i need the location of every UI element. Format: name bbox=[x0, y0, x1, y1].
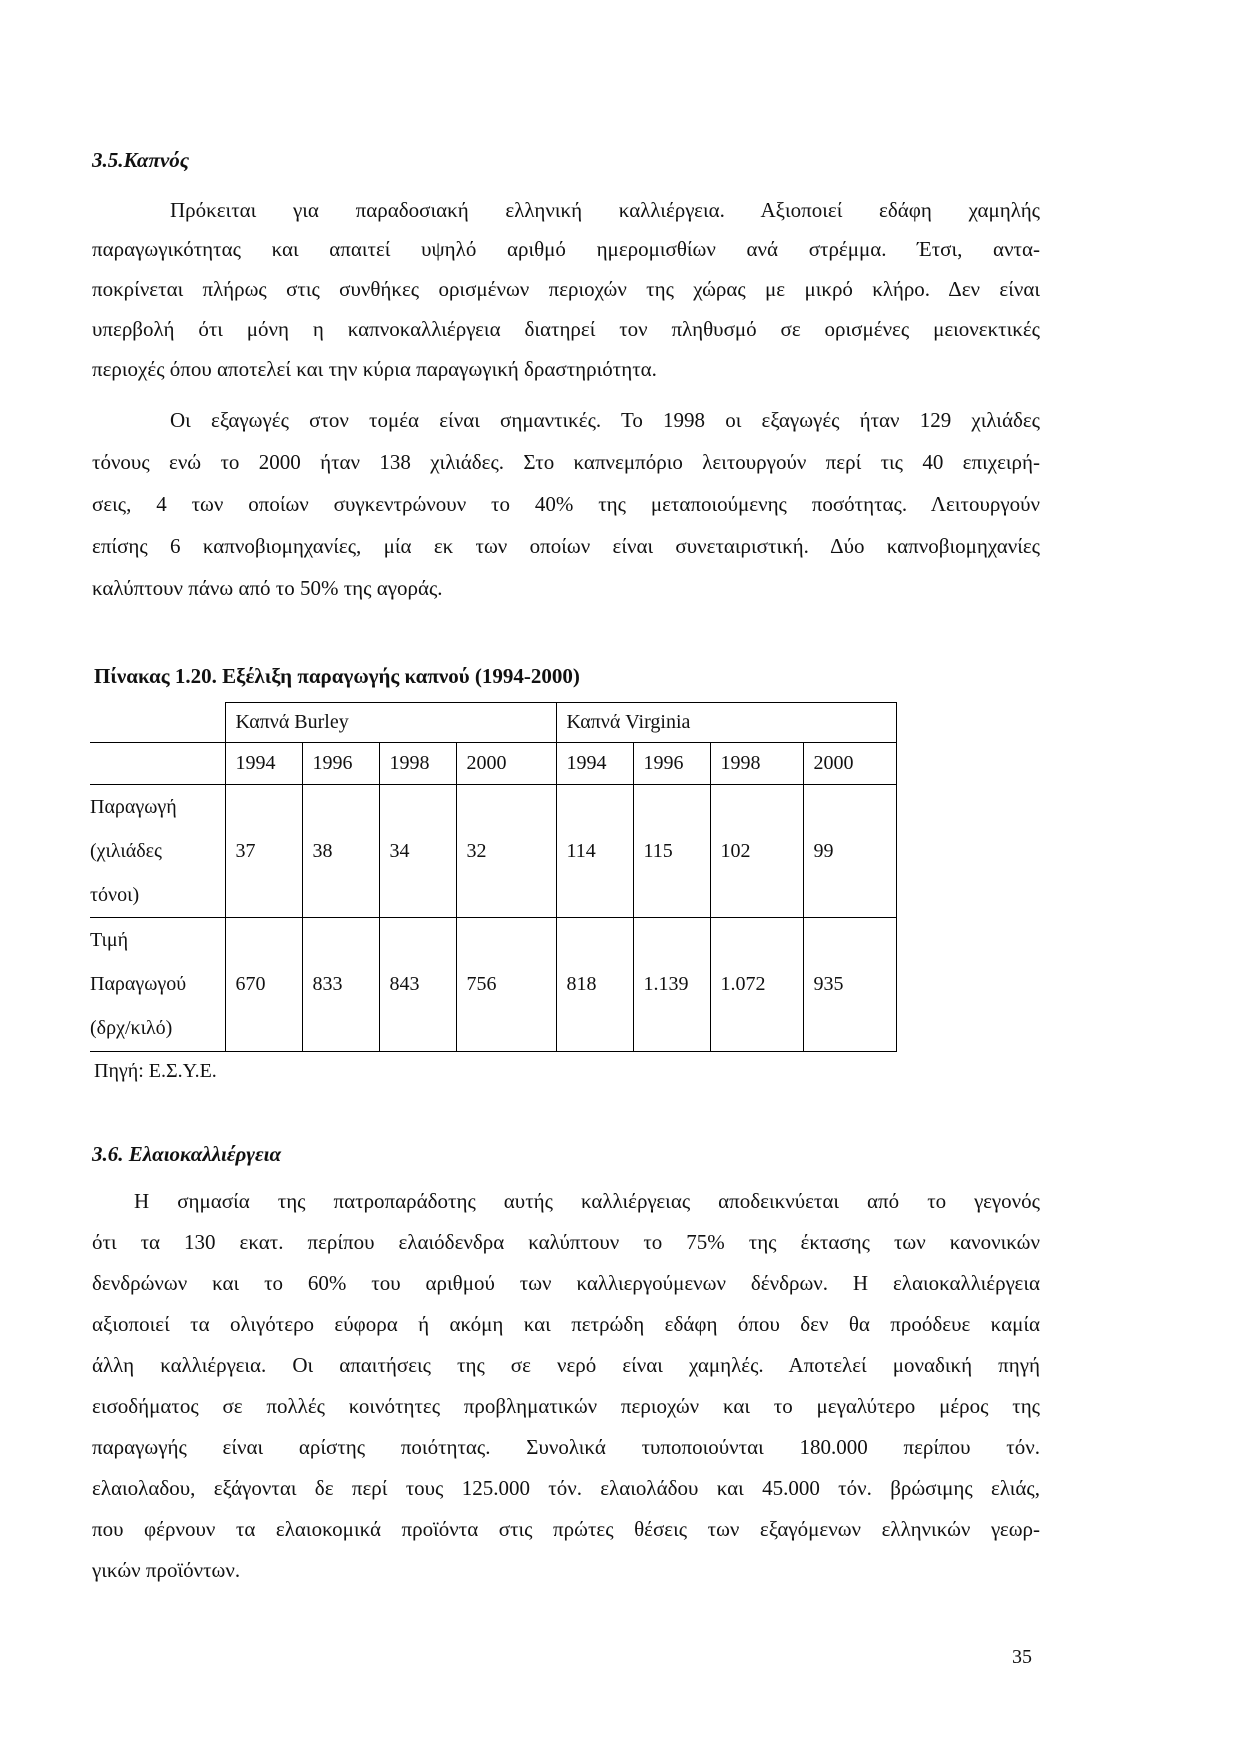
table-cell: 38 bbox=[302, 785, 379, 918]
paragraph-line: άλλη καλλιέργεια. Οι απαιτήσεις της σε νερό είναι χαμηλές. Αποτελεί μοναδική πηγή bbox=[92, 1353, 1040, 1377]
section-heading-tobacco: 3.5.Καπνός bbox=[92, 148, 190, 172]
year-header: 2000 bbox=[456, 743, 556, 785]
table-cell: 818 bbox=[556, 918, 633, 1052]
year-header: 2000 bbox=[803, 743, 896, 785]
paragraph-line: εισοδήματος σε πολλές κοινότητες προβληματικών περιοχών και το μεγαλύτερο μέρος της bbox=[92, 1394, 1040, 1418]
paragraph-line: υπερβολή ότι μόνη η καπνοκαλλιέργεια διατηρεί τον πληθυσμό σε ορισμένες μειονεκτικές bbox=[92, 317, 1040, 341]
table-cell: 935 bbox=[803, 918, 896, 1052]
paragraph-line: δενδρώνων και το 60% του αριθμού των καλλιεργούμενων δένδρων. Η ελαιοκαλλιέργεια bbox=[92, 1271, 1040, 1295]
row-label-line: (χιλιάδες bbox=[90, 840, 162, 862]
row-label-production bbox=[90, 785, 225, 918]
year-header: 1996 bbox=[302, 743, 379, 785]
table-source: Πηγή: Ε.Σ.Υ.Ε. bbox=[94, 1060, 217, 1082]
table-cell: 114 bbox=[556, 785, 633, 918]
paragraph-line: ότι τα 130 εκατ. περίπου ελαιόδενδρα καλύπτουν το 75% της έκτασης των κανονικών bbox=[92, 1230, 1040, 1254]
row-label-price bbox=[90, 918, 225, 1052]
section-heading-olive: 3.6. Ελαιοκαλλιέργεια bbox=[92, 1142, 282, 1166]
table-cell: 115 bbox=[633, 785, 710, 918]
paragraph-line: τόνους ενώ το 2000 ήταν 138 χιλιάδες. Στο καπνεμπόριο λειτουργούν περί τις 40 επιχειρή- bbox=[92, 450, 1040, 474]
paragraph-line: Πρόκειται για παραδοσιακή ελληνική καλλιέργεια. Αξιοποιεί εδάφη χαμηλής bbox=[170, 198, 1040, 222]
row-label-line: Παραγωγού bbox=[90, 973, 187, 995]
row-label-line: Παραγωγή bbox=[90, 796, 177, 818]
table-cell: 670 bbox=[225, 918, 302, 1052]
paragraph-line: ποκρίνεται πλήρως στις συνθήκες ορισμένων περιοχών της χώρας με μικρό κλήρο. Δεν είναι bbox=[92, 277, 1040, 301]
table-corner-cell bbox=[90, 703, 225, 743]
year-header: 1998 bbox=[710, 743, 803, 785]
paragraph-line: Η σημασία της πατροπαράδοτης αυτής καλλιέργειας αποδεικνύεται από το γεγονός bbox=[134, 1189, 1040, 1213]
paragraph-line: παραγωγικότητας και απαιτεί υψηλό αριθμό ημερομισθίων ανά στρέμμα. Έτσι, αντα- bbox=[92, 237, 1040, 261]
paragraph-line: περιοχές όπου αποτελεί και την κύρια παραγωγική δραστηριότητα. bbox=[92, 357, 657, 381]
table-row bbox=[90, 785, 896, 918]
year-header: 1994 bbox=[225, 743, 302, 785]
group-header-burley: Καπνά Burley bbox=[225, 703, 556, 743]
table-cell: 37 bbox=[225, 785, 302, 918]
table-cell: 756 bbox=[456, 918, 556, 1052]
production-table bbox=[90, 702, 897, 1052]
paragraph-line: σεις, 4 των οποίων συγκεντρώνουν το 40% της μεταποιούμενης ποσότητας. Λειτουργούν bbox=[92, 492, 1040, 516]
paragraph-line: ελαιολαδου, εξάγονται δε περί τους 125.000 τόν. ελαιολάδου και 45.000 τόν. βρώσιμης ελιάς, bbox=[92, 1476, 1040, 1500]
year-header: 1996 bbox=[633, 743, 710, 785]
table-row bbox=[90, 918, 896, 1052]
table-cell: 34 bbox=[379, 785, 456, 918]
table-year-row bbox=[90, 743, 896, 785]
table-cell: 1.139 bbox=[633, 918, 710, 1052]
table-cell: 843 bbox=[379, 918, 456, 1052]
year-header: 1994 bbox=[556, 743, 633, 785]
row-label-line: (δρχ/κιλό) bbox=[90, 1017, 173, 1039]
table-cell: 1.072 bbox=[710, 918, 803, 1052]
table-cell: 102 bbox=[710, 785, 803, 918]
paragraph-line: αξιοποιεί τα ολιγότερο εύφορα ή ακόμη και πετρώδη εδάφη όπου δεν θα προόδευε καμία bbox=[92, 1312, 1040, 1336]
paragraph-line: Οι εξαγωγές στον τομέα είναι σημαντικές. Το 1998 οι εξαγωγές ήταν 129 χιλιάδες bbox=[170, 408, 1040, 432]
row-label-line: Τιμή bbox=[90, 929, 129, 951]
table-caption: Πίνακας 1.20. Εξέλιξη παραγωγής καπνού (1994-2000) bbox=[94, 664, 580, 688]
row-label-line: τόνοι) bbox=[90, 884, 140, 906]
table-cell: 99 bbox=[803, 785, 896, 918]
group-header-virginia: Καπνά Virginia bbox=[556, 703, 896, 743]
paragraph-line: επίσης 6 καπνοβιομηχανίες, μία εκ των οποίων είναι συνεταιριστική. Δύο καπνοβιομηχανίες bbox=[92, 534, 1040, 558]
paragraph-line: γικών προϊόντων. bbox=[92, 1558, 241, 1582]
table-group-row bbox=[90, 703, 896, 743]
page-number: 35 bbox=[1012, 1646, 1032, 1668]
paragraph-line: καλύπτουν πάνω από το 50% της αγοράς. bbox=[92, 576, 443, 600]
table-cell: 32 bbox=[456, 785, 556, 918]
table-cell: 833 bbox=[302, 918, 379, 1052]
table-corner-cell bbox=[90, 743, 225, 785]
paragraph-line: παραγωγής είναι αρίστης ποιότητας. Συνολικά τυποποιούνται 180.000 περίπου τόν. bbox=[92, 1435, 1040, 1459]
year-header: 1998 bbox=[379, 743, 456, 785]
paragraph-line: που φέρνουν τα ελαιοκομικά προϊόντα στις πρώτες θέσεις των εξαγόμενων ελληνικών γεωρ- bbox=[92, 1517, 1040, 1541]
